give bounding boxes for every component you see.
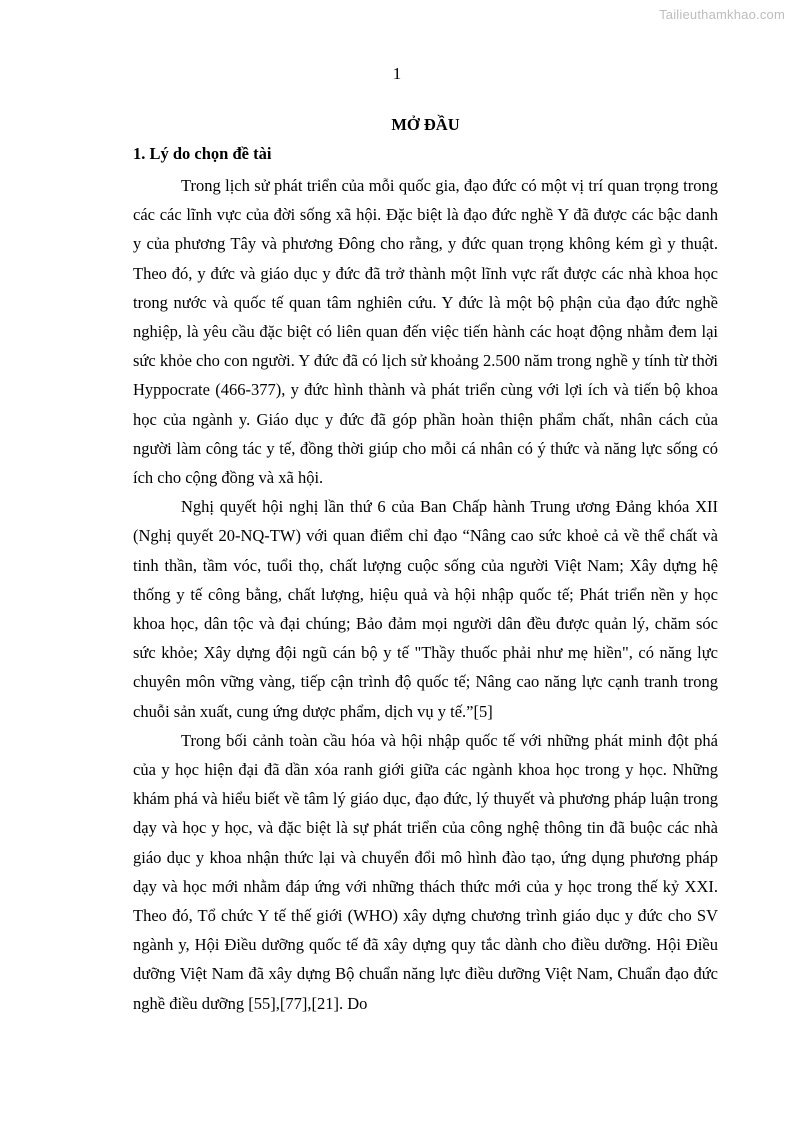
paragraph-1: Trong lịch sử phát triển của mỗi quốc gia, đạo đức có một vị trí quan trọng trong các các lĩnh vực của đời sống xã hội. Đặc biệt là đạo đức nghề Y đã được các bậc danh y của phương Tây và phương Đông cho rằng, y đức quan trọng không kém gì y thuật. Theo đó, y đức và giáo dục y đức đã trở thành một lĩnh vực rất được các nhà khoa học trong nước và quốc tế quan tâm nghiên cứu. Y đức là một bộ phận của đạo đức nghề nghiệp, là yêu cầu đặc biệt có liên quan đến việc tiến hành các hoạt động nhằm đem lại sức khỏe cho con người. Y đức đã có lịch sử khoảng 2.500 năm trong nghề y tính từ thời Hyppocrate (466-377), y đức hình thành và phát triển cùng với lợi ích và tiến bộ khoa học của ngành y. Giáo dục y đức đã góp phần hoàn thiện phẩm chất, nhân cách của người làm công tác y tế, đồng thời giúp cho mỗi cá nhân có ý thức và năng lực sống có ích cho cộng đồng và xã hội. [133, 176, 718, 488]
watermark: Tailieuthamkhao.com [659, 7, 785, 22]
section-heading: 1. Lý do chọn đề tài [133, 144, 272, 163]
document-title: MỞ ĐẦU [391, 115, 460, 134]
paragraph-2: Nghị quyết hội nghị lần thứ 6 của Ban Chấp hành Trung ương Đảng khóa XII (Nghị quyết 20-NQ-TW) với quan điểm chỉ đạo “Nâng cao sức khoẻ cả về thể chất và tinh thần, tầm vóc, tuổi thọ, chất lượng cuộc sống của người Việt Nam; Xây dựng hệ thống y tế công bằng, chất lượng, hiệu quả và hội nhập quốc tế; Phát triển nền y học khoa học, dân tộc và đại chúng; Bảo đảm mọi người dân đều được quản lý, chăm sóc sức khỏe; Xây dựng đội ngũ cán bộ y tế "Thầy thuốc phải như mẹ hiền", có năng lực chuyên môn vững vàng, tiếp cận trình độ quốc tế; Nâng cao năng lực cạnh tranh trong chuỗi sản xuất, cung ứng dược phẩm, dịch vụ y tế.”[5] [133, 497, 718, 721]
page-number: 1 [392, 64, 402, 83]
document-body [133, 113, 718, 1018]
paragraph-3: Trong bối cảnh toàn cầu hóa và hội nhập quốc tế với những phát minh đột phá của y học hiện đại đã dần xóa ranh giới giữa các ngành khoa học trong y học. Những khám phá và hiểu biết về tâm lý giáo dục, đạo đức, lý thuyết và phương pháp luận trong dạy và học y học, và đặc biệt là sự phát triển của công nghệ thông tin đã buộc các nhà giáo dục y khoa nhận thức lại và chuyển đổi mô hình đào tạo, ứng dụng phương pháp dạy và học mới nhằm đáp ứng với những thách thức mới của y học trong thế kỷ XXI. Theo đó, Tổ chức Y tế thế giới (WHO) xây dựng chương trình giáo dục y đức cho SV ngành y, Hội Điều dưỡng quốc tế đã xây dựng quy tắc dành cho điều dưỡng. Hội Điều dưỡng Việt Nam đã xây dựng Bộ chuẩn năng lực điều dưỡng Việt Nam, Chuẩn đạo đức nghề điều dưỡng [55],[77],[21]. Do [133, 730, 718, 1013]
